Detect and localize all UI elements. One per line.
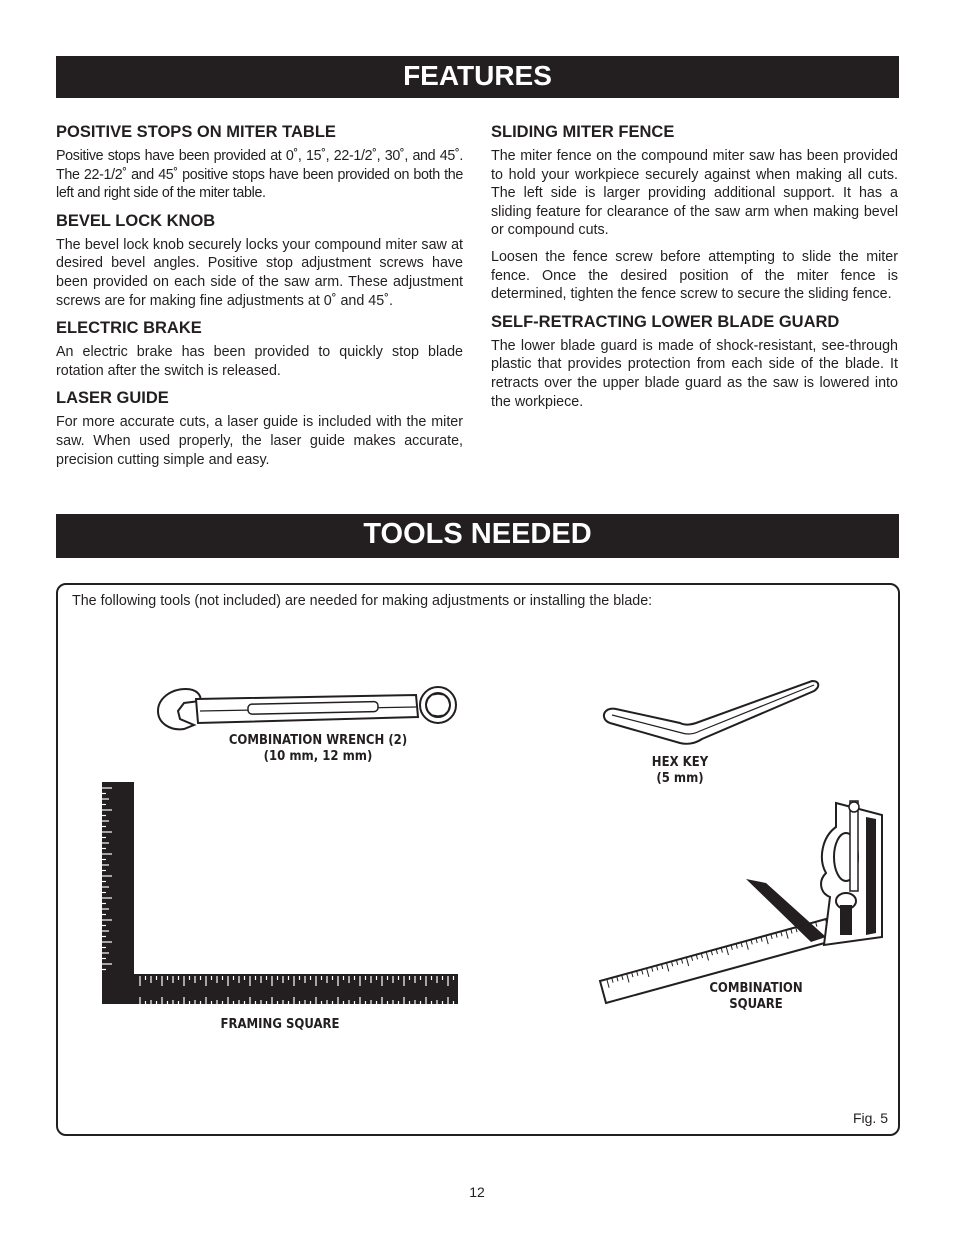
section-electric-brake xyxy=(56,318,463,380)
section-heading: BEVEL LOCK KNOB xyxy=(56,211,216,230)
section-sliding-miter-fence xyxy=(491,122,898,304)
section-heading: LASER GUIDE xyxy=(56,389,169,408)
framing-square-label: FRAMING SQUARE xyxy=(220,1017,340,1032)
section-laser-guide xyxy=(56,388,463,469)
section-paragraph: An electric brake has been provided to quickly stop blade rotation after the switch is released. xyxy=(56,344,463,379)
section-heading: ELECTRIC BRAKE xyxy=(56,319,202,338)
section-paragraph: The miter fence on the compound miter saw has been provided to hold your workpiece securely against when making all cuts. The left side is larger providing additional support. It has a sliding feature for clearance of the saw arm when making bevel or compound cuts. xyxy=(491,148,898,239)
section-paragraph: The lower blade guard is made of shock-resistant, see-through plastic that provides protection from each side of the blade. It retracts over the upper blade guard as the saw is lowered into the workpiece. xyxy=(491,337,898,410)
combination-square-label: COMBINATION SQUARE xyxy=(709,981,803,1012)
tools-intro: The following tools (not included) are needed for making adjustments or installing the blade: xyxy=(72,593,653,609)
section-paragraph: Loosen the fence screw before attempting to slide the miter fence. Once the desired position of the miter fence is determined, tighten the fence screw to secure the sliding fence. xyxy=(491,248,898,303)
wrench-label: COMBINATION WRENCH (2) (10 mm, 12 mm) xyxy=(228,733,408,764)
features-banner xyxy=(56,56,899,98)
tools-needed-title: TOOLS NEEDED xyxy=(363,518,592,550)
tools-figure-box xyxy=(56,583,900,1136)
combination-wrench-icon xyxy=(156,685,458,735)
section-positive-stops xyxy=(56,122,463,203)
section-heading: POSITIVE STOPS ON MITER TABLE xyxy=(56,123,336,141)
tools-needed-banner xyxy=(56,514,899,558)
section-heading: SLIDING MITER FENCE xyxy=(491,123,675,141)
section-paragraph: For more accurate cuts, a laser guide is included with the miter saw. When used properly, the laser guide makes accurate, precision cutting simple and easy. xyxy=(56,414,463,468)
features-right-column xyxy=(491,122,898,419)
section-bevel-lock-knob xyxy=(56,211,463,310)
combination-square-icon xyxy=(596,797,886,1007)
page-number: 12 xyxy=(469,1184,485,1200)
framing-square-icon xyxy=(100,780,460,1005)
hex-key-label: HEX KEY (5 mm) xyxy=(651,755,709,786)
section-paragraph: The bevel lock knob securely locks your compound miter saw at desired bevel angles. Positive stop adjustment screws have been provided on each side of the saw arm. These adjustment screws are for making fine adjustments at 0˚ and 45˚. xyxy=(56,236,463,309)
features-title: FEATURES xyxy=(403,60,552,91)
features-left-column xyxy=(56,122,463,477)
section-lower-blade-guard xyxy=(491,312,898,411)
section-heading: SELF-RETRACTING LOWER BLADE GUARD xyxy=(491,312,840,331)
section-paragraph: Positive stops have been provided at 0˚, 15˚, 22-1/2˚, 30˚, and 45˚. The 22-1/2˚ and 45˚ positive stops have been provided on both the left and right side of the miter table. xyxy=(56,148,463,202)
hex-key-icon xyxy=(600,679,822,747)
figure-label: Fig. 5 xyxy=(852,1110,888,1126)
